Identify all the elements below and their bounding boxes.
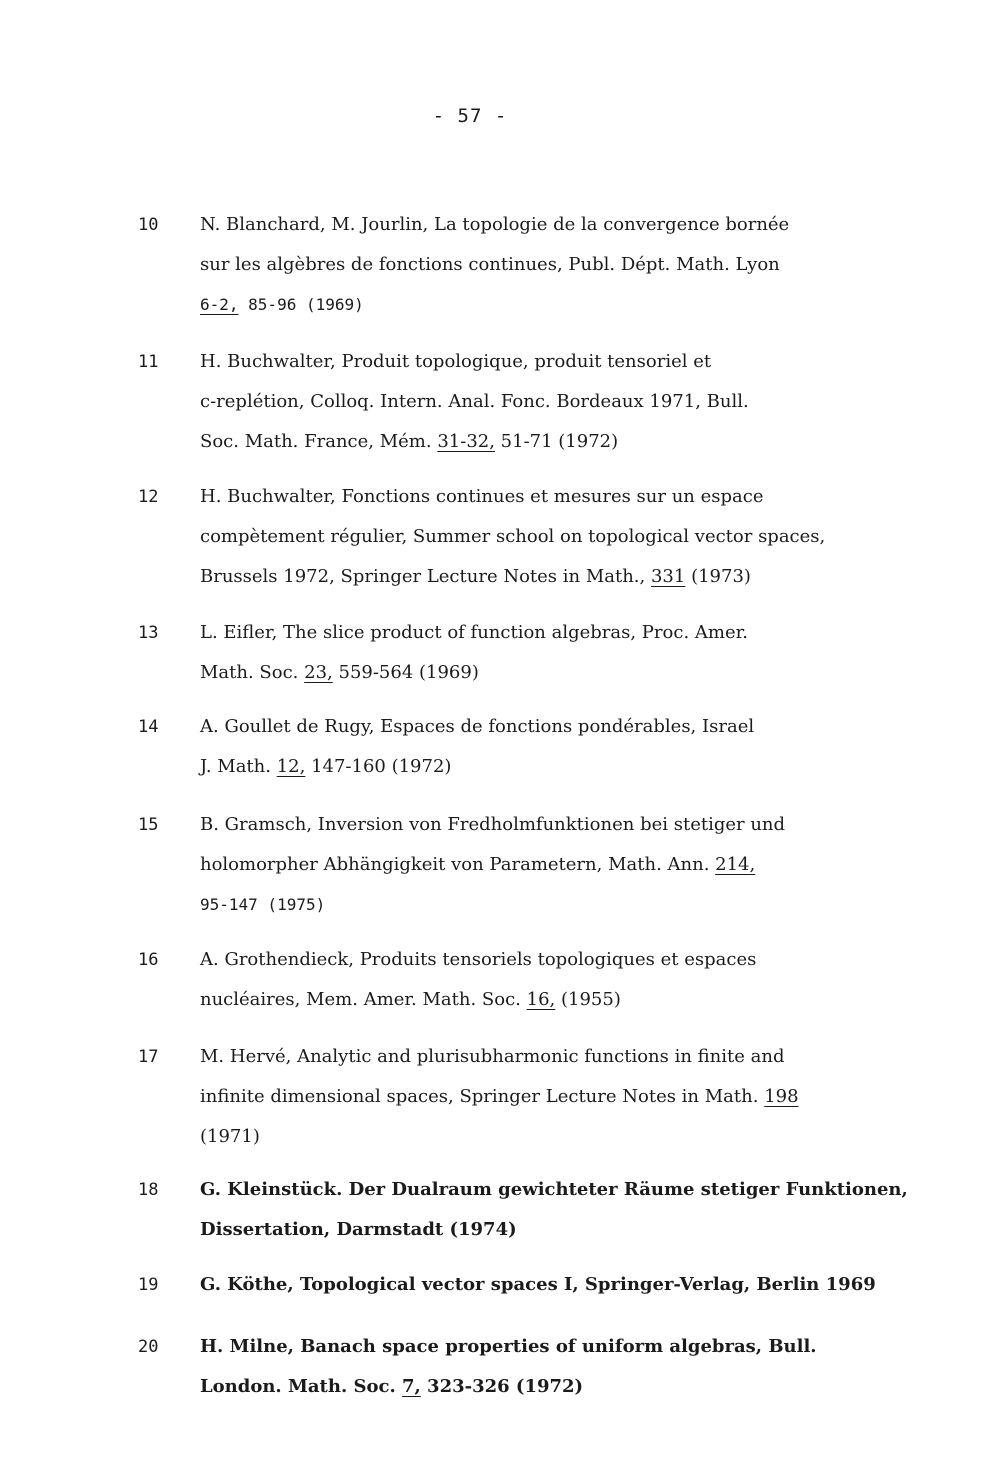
reference-line: L. Eifler, The slice product of function algebras, Proc. Amer. bbox=[200, 622, 748, 643]
reference-line: J. Math. 12, 147-160 (1972) bbox=[200, 756, 452, 777]
reference-line: (1971) bbox=[200, 1126, 260, 1147]
reference-line: N. Blanchard, M. Jourlin, La topologie de la convergence bornée bbox=[200, 214, 790, 235]
reference-number: 17 bbox=[138, 1047, 159, 1067]
reference-number: 15 bbox=[138, 815, 159, 835]
reference-text bbox=[200, 805, 930, 925]
reference-number: 13 bbox=[138, 623, 159, 643]
reference-line: H. Buchwalter, Fonctions continues et mesures sur un espace bbox=[200, 486, 764, 507]
reference-text bbox=[200, 205, 930, 325]
reference-line: infinite dimensional spaces, Springer Lecture Notes in Math. 198 bbox=[200, 1086, 799, 1107]
reference-text bbox=[200, 1327, 930, 1407]
reference-text bbox=[200, 707, 930, 787]
reference-line: A. Goullet de Rugy, Espaces de fonctions pondérables, Israel bbox=[200, 716, 755, 737]
reference-line: A. Grothendieck, Produits tensoriels topologiques et espaces bbox=[200, 949, 757, 970]
reference-number: 12 bbox=[138, 487, 159, 507]
volume-number: 198 bbox=[764, 1086, 799, 1107]
volume-number: 12, bbox=[276, 756, 306, 777]
reference-number: 18 bbox=[138, 1180, 159, 1200]
volume-number: 331 bbox=[650, 566, 686, 587]
reference-line: c-replétion, Colloq. Intern. Anal. Fonc. Bordeaux 1971, Bull. bbox=[200, 391, 749, 412]
reference-line: G. Kleinstück. Der Dualraum gewichteter Räume stetiger Funktionen, bbox=[200, 1179, 908, 1200]
reference-line: H. Buchwalter, Produit topologique, produit tensoriel et bbox=[200, 351, 712, 372]
volume-number: 7, bbox=[401, 1376, 421, 1397]
reference-number: 11 bbox=[138, 352, 159, 372]
volume-number: 23, bbox=[304, 662, 333, 683]
reference-line: London. Math. Soc. 7, 323-326 (1972) bbox=[200, 1376, 584, 1397]
reference-text bbox=[200, 1037, 930, 1157]
reference-line: Math. Soc. 23, 559-564 (1969) bbox=[200, 662, 479, 683]
reference-text bbox=[200, 342, 930, 462]
reference-text bbox=[200, 940, 930, 1020]
reference-number: 19 bbox=[138, 1275, 159, 1295]
reference-line: M. Hervé, Analytic and plurisubharmonic functions in finite and bbox=[200, 1046, 785, 1067]
volume-number: 31-32, bbox=[437, 431, 495, 452]
reference-line: holomorpher Abhängigkeit von Parametern, Math. Ann. 214, bbox=[200, 854, 756, 875]
reference-line: sur les algèbres de fonctions continues, Publ. Dépt. Math. Lyon bbox=[200, 254, 780, 275]
reference-line: 95-147 (1975) bbox=[200, 895, 326, 914]
reference-line: Dissertation, Darmstadt (1974) bbox=[200, 1219, 517, 1240]
reference-number: 14 bbox=[138, 717, 159, 737]
page-number: - 57 - bbox=[432, 105, 508, 127]
reference-line: H. Milne, Banach space properties of uniform algebras, Bull. bbox=[200, 1336, 817, 1357]
reference-number: 10 bbox=[138, 215, 159, 235]
reference-text bbox=[200, 477, 930, 597]
reference-line: Soc. Math. France, Mém. 31-32, 51-71 (1972) bbox=[200, 431, 619, 452]
volume-number: 16, bbox=[526, 989, 556, 1010]
reference-number: 16 bbox=[138, 950, 159, 970]
reference-line: compètement régulier, Summer school on topological vector spaces, bbox=[200, 526, 826, 547]
reference-line: Brussels 1972, Springer Lecture Notes in Math., 331 (1973) bbox=[200, 566, 751, 587]
reference-line: 6-2, 85-96 (1969) bbox=[200, 295, 364, 314]
reference-text bbox=[200, 613, 930, 693]
reference-line: nucléaires, Mem. Amer. Math. Soc. 16, (1955) bbox=[200, 989, 621, 1010]
reference-text bbox=[200, 1265, 930, 1305]
volume-number: 6-2, bbox=[200, 295, 239, 314]
reference-number: 20 bbox=[138, 1337, 159, 1357]
reference-text bbox=[200, 1170, 930, 1250]
volume-number: 214, bbox=[715, 854, 756, 875]
reference-line: B. Gramsch, Inversion von Fredholmfunktionen bei stetiger und bbox=[200, 814, 786, 835]
reference-line: G. Köthe, Topological vector spaces I, Springer-Verlag, Berlin 1969 bbox=[200, 1274, 876, 1295]
